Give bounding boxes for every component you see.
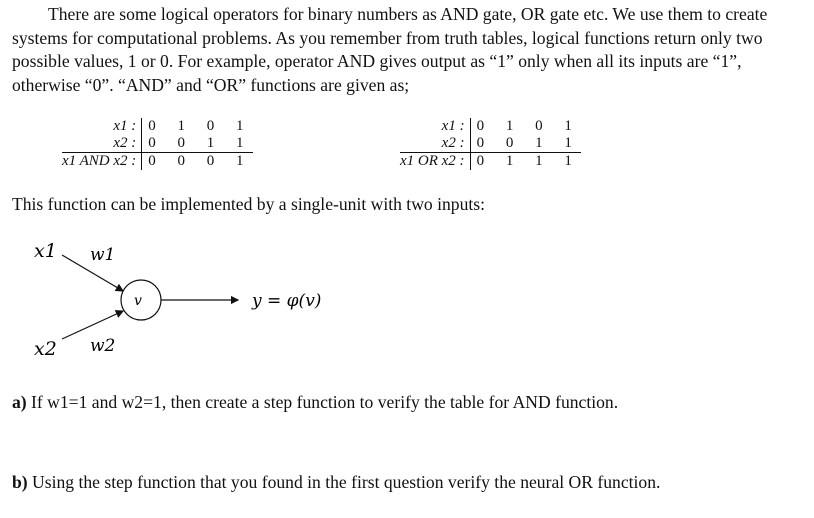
intro-text: There are some logical operators for binary numbers as AND gate, OR gate etc. We use them to create systems for computational problems. As you remember from truth tables, logical functions return only two possible values, 1 or 0. For example, operator AND gives output as “1” only when all its inputs are “1”, otherwise “0”. “AND” and “OR” functions are given as; xyxy=(12,4,768,95)
or-row-result xyxy=(400,153,581,171)
weight2-label: w2 xyxy=(90,336,116,356)
question-a xyxy=(12,392,618,413)
question-b xyxy=(12,472,660,493)
input2-label: x2 xyxy=(34,338,57,360)
and-values-result: 0 0 0 1 xyxy=(142,153,253,171)
and-truth-table xyxy=(62,118,253,170)
question-b-text: Using the step function that you found in the first question verify the neural OR function. xyxy=(27,472,661,492)
and-row-x2 xyxy=(62,135,253,153)
and-label-x2: x2 : xyxy=(113,135,137,151)
and-values-x2: 0 0 1 1 xyxy=(142,135,253,153)
or-values-x1: 0 1 0 1 xyxy=(470,118,581,135)
or-row-x2 xyxy=(400,135,581,153)
input2-edge xyxy=(62,311,123,339)
or-label-result: x1 OR x2 : xyxy=(400,153,470,171)
question-a-label: a) xyxy=(12,392,27,412)
implementation-text: This function can be implemented by a single-unit with two inputs: xyxy=(12,194,485,214)
and-label-x1: x1 : xyxy=(113,118,137,134)
or-row-x1 xyxy=(400,118,581,135)
output-label: y = φ(v) xyxy=(252,291,322,311)
node-label: v xyxy=(134,293,142,309)
and-label-result: x1 AND x2 : xyxy=(62,153,142,171)
or-values-x2: 0 0 1 1 xyxy=(470,135,581,153)
question-b-label: b) xyxy=(12,472,28,492)
or-label-x1: x1 : xyxy=(441,118,465,134)
weight1-label: w1 xyxy=(90,245,116,265)
neuron-diagram xyxy=(0,225,400,365)
intro-paragraph xyxy=(12,3,802,97)
question-a-text: If w1=1 and w2=1, then create a step function to verify the table for AND function. xyxy=(26,392,619,412)
or-truth-table xyxy=(400,118,581,170)
and-values-x1: 0 1 0 1 xyxy=(142,118,253,135)
or-label-x2: x2 : xyxy=(441,135,465,151)
and-row-result xyxy=(62,153,253,171)
input1-label: x1 xyxy=(34,240,57,262)
and-row-x1 xyxy=(62,118,253,135)
or-values-result: 0 1 1 1 xyxy=(470,153,581,171)
